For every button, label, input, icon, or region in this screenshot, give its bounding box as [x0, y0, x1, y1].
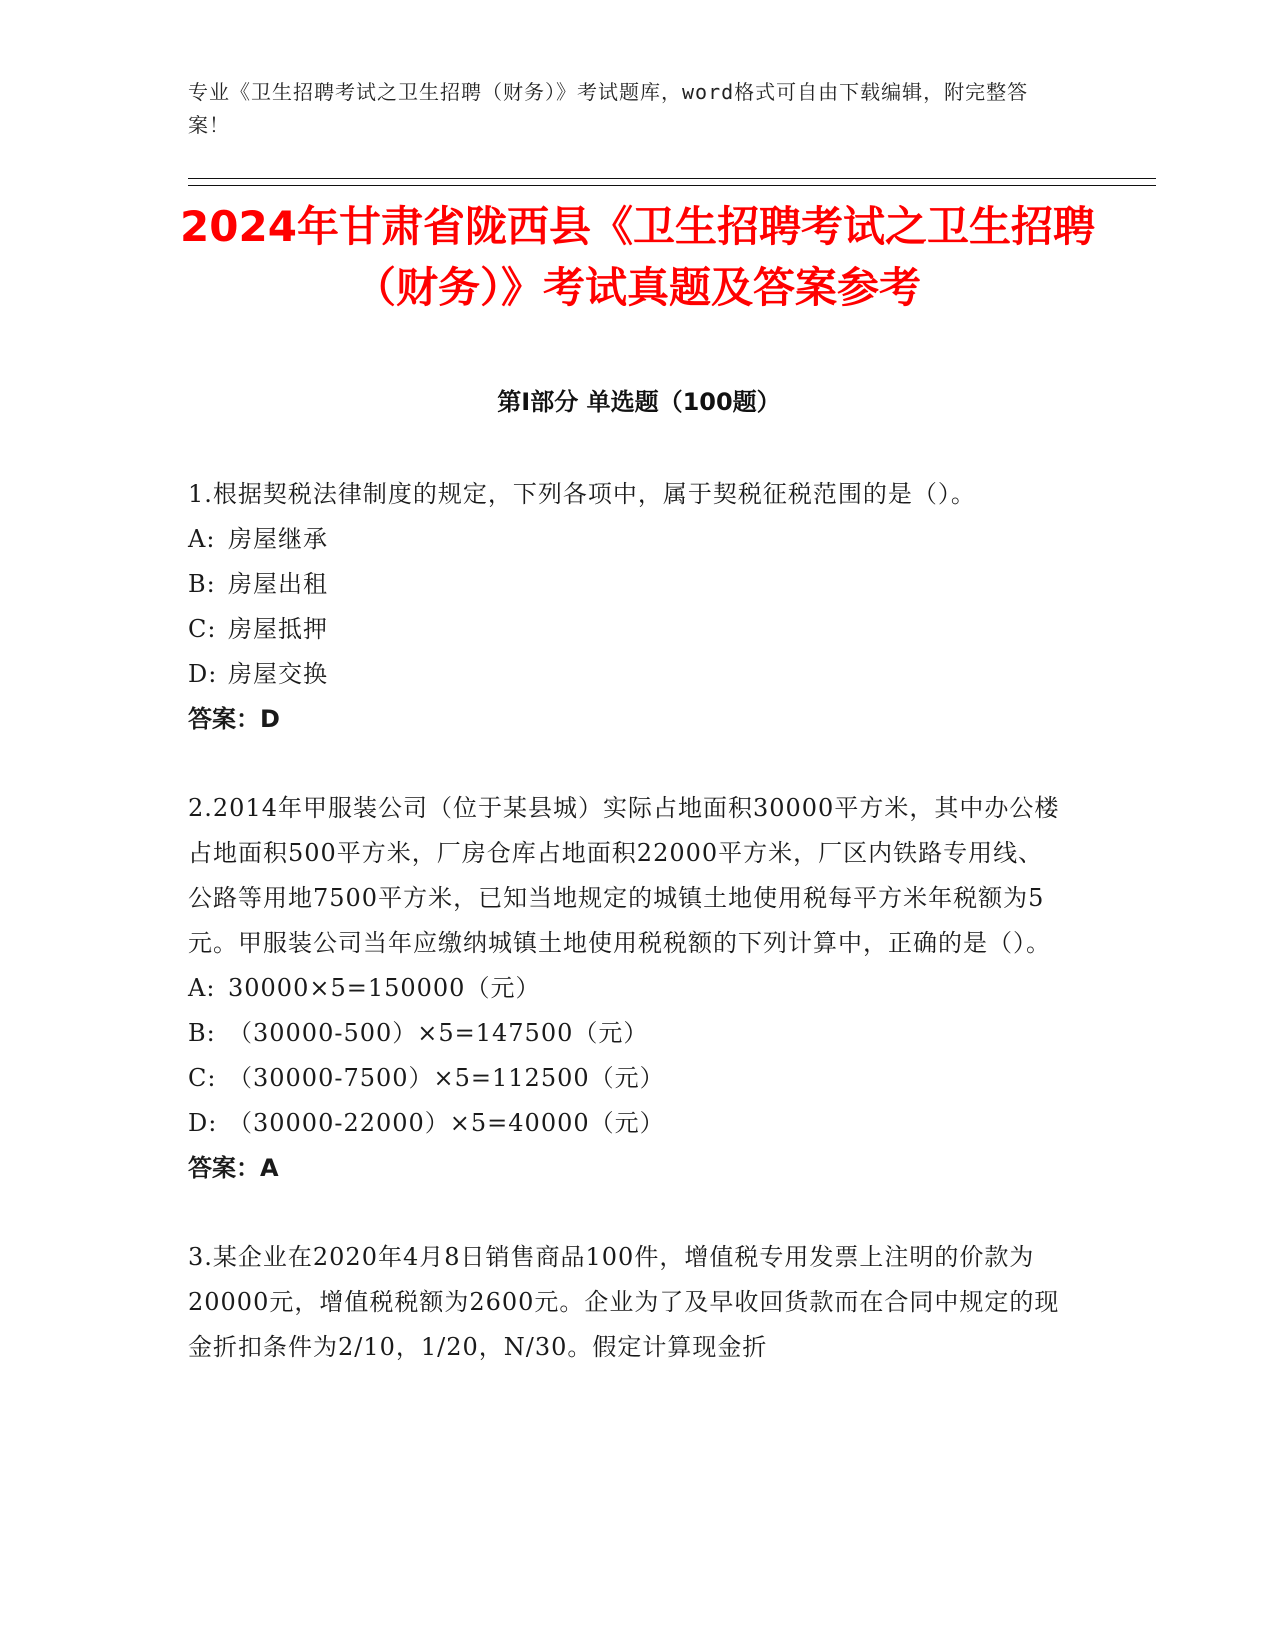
header-rule-top	[188, 178, 1156, 179]
question-list	[188, 472, 1068, 1414]
option-text: （30000-7500）×5=112500（元）	[228, 1064, 665, 1092]
option-c	[188, 1056, 1068, 1101]
option-b	[188, 1011, 1068, 1056]
option-b	[188, 562, 1068, 607]
option-d	[188, 1101, 1068, 1146]
option-text: 30000×5=150000（元）	[228, 974, 541, 1002]
option-key: A:	[188, 525, 216, 553]
option-text: （30000-22000）×5=40000（元）	[228, 1109, 665, 1137]
option-text: 房屋交换	[228, 660, 328, 688]
option-d	[188, 652, 1068, 697]
answer-line: 答案：A	[188, 1154, 279, 1182]
option-text: 房屋继承	[228, 525, 328, 553]
option-a	[188, 517, 1068, 562]
question-1	[188, 472, 1068, 742]
question-stem: 1.根据契税法律制度的规定，下列各项中，属于契税征税范围的是（）。	[188, 480, 976, 508]
header-rule-bottom	[188, 185, 1156, 186]
option-key: A:	[188, 974, 216, 1002]
option-a	[188, 966, 1068, 1011]
option-c	[188, 607, 1068, 652]
option-key: C:	[188, 615, 217, 643]
document-title: 2024年甘肃省陇西县《卫生招聘考试之卫生招聘（财务）》考试真题及答案参考	[180, 202, 1095, 312]
answer-line: 答案：D	[188, 705, 280, 733]
section-heading: 第Ⅰ部分 单选题（100题）	[497, 388, 781, 416]
option-text: 房屋出租	[228, 570, 328, 598]
question-stem: 2.2014年甲服装公司（位于某县城）实际占地面积30000平方米，其中办公楼占地面积500平方米，厂房仓库占地面积22000平方米，厂区内铁路专用线、公路等用地7500平方米，已知当地规定的城镇土地使用税每平方米年税额为5元。甲服装公司当年应缴纳城镇土地使用税税额的下列计算中，正确的是（）。	[188, 794, 1060, 957]
question-stem: 3.某企业在2020年4月8日销售商品100件，增值税专用发票上注明的价款为20000元，增值税税额为2600元。企业为了及早收回货款而在合同中规定的现金折扣条件为2/10，1/20，N/30。假定计算现金折	[188, 1243, 1060, 1361]
option-text: （30000-500）×5=147500（元）	[228, 1019, 649, 1047]
option-key: B:	[188, 570, 216, 598]
option-key: D:	[188, 1109, 218, 1137]
option-key: D:	[188, 660, 218, 688]
option-key: C:	[188, 1064, 217, 1092]
option-key: B:	[188, 1019, 216, 1047]
question-3	[188, 1235, 1068, 1370]
option-text: 房屋抵押	[228, 615, 328, 643]
header-note: 专业《卫生招聘考试之卫生招聘（财务）》考试题库，word格式可自由下载编辑，附完整答案！	[188, 80, 1029, 137]
question-2	[188, 786, 1068, 1191]
